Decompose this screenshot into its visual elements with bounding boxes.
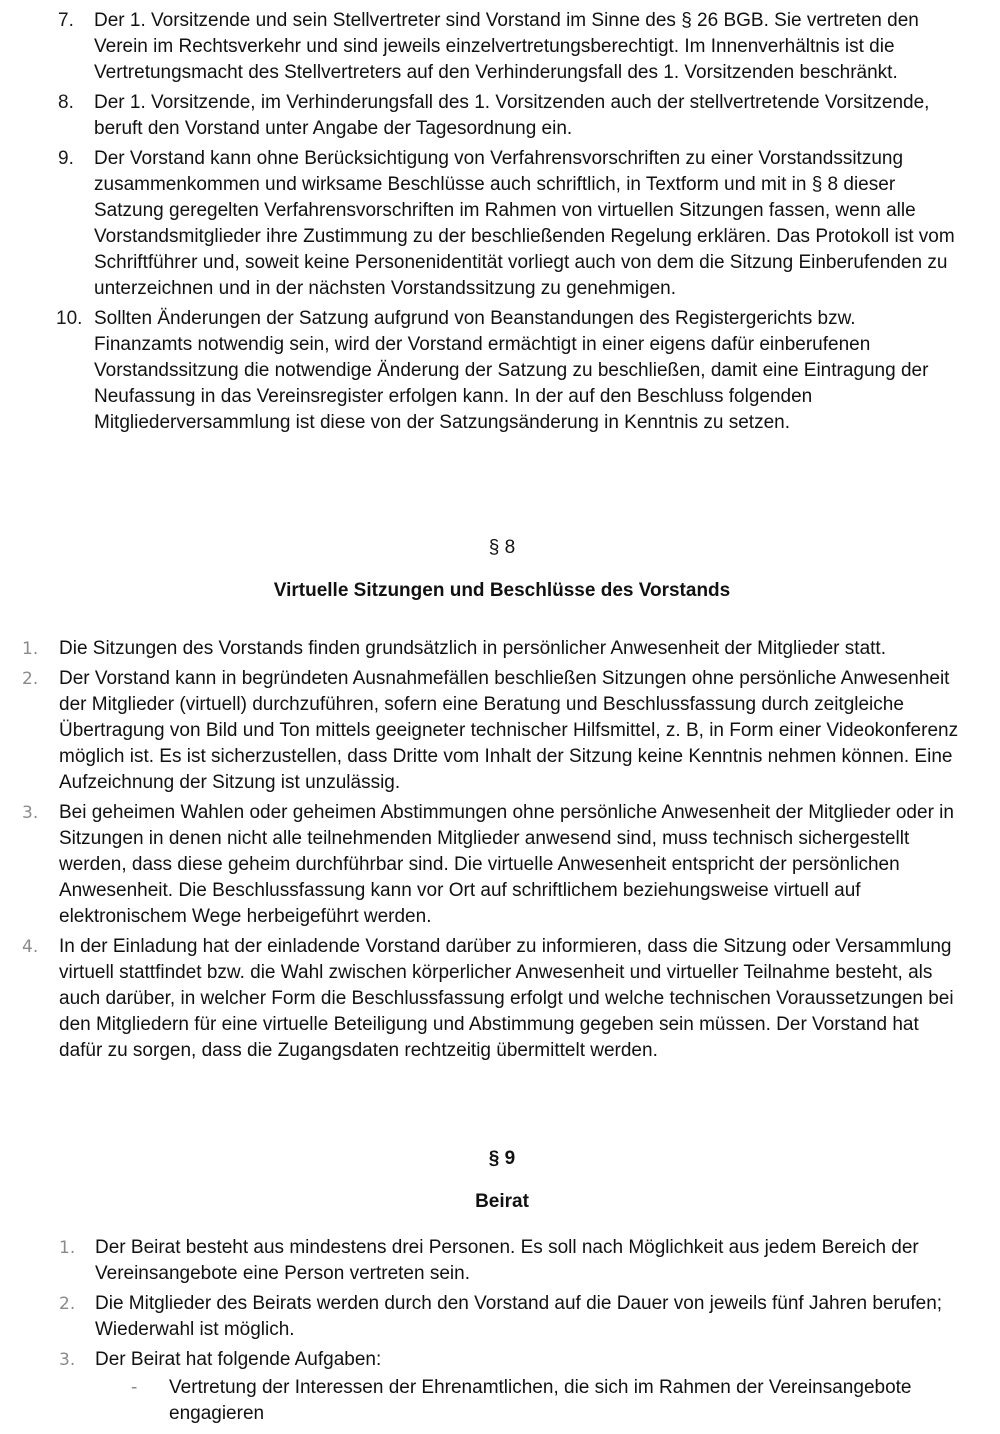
section-9-title: Beirat — [475, 1191, 529, 1212]
section-8-list — [22, 636, 962, 1068]
list-item-number: 10. — [56, 308, 83, 329]
list-item — [59, 1235, 959, 1287]
list-item-number: 2. — [59, 1294, 76, 1314]
list-item-number: 7. — [58, 10, 74, 31]
list-item-number: 3. — [22, 803, 39, 823]
sub-list-item-text: Vertretung der Interessen der Ehrenamtlichen, die sich im Rahmen der Vereinsangebote engagieren — [169, 1377, 912, 1424]
list-item-text: Der Beirat hat folgende Aufgaben: — [95, 1349, 382, 1370]
list-item-text: Bei geheimen Wahlen oder geheimen Abstimmungen ohne persönliche Anwesenheit der Mitglieder oder in Sitzungen in denen nicht alle teilnehmenden Mitglieder anwesend sind, muss technisch sichergestellt werden, dass diese geheim durchführbar sind. Die virtuelle Anwesenheit entspricht der persönlichen Anwesenheit. Die Beschlussfassung kann vor Ort auf schriftlichem beziehungsweise virtuell auf elektronischem Wege herbeigeführt werden. — [59, 802, 954, 927]
list-item-number: 4. — [22, 937, 39, 957]
section-9-list — [59, 1235, 959, 1431]
list-item — [58, 146, 958, 302]
list-item-text: Der 1. Vorsitzende und sein Stellvertreter sind Vorstand im Sinne des § 26 BGB. Sie vertreten den Verein im Rechtsverkehr und sind jeweils einzelvertretungsberechtigt. Im Innenverhältnis ist die Vertretungsmacht des Stellvertreters auf den Verhinderungsfall des 1. Vorsitzenden beschränkt. — [94, 10, 919, 83]
section-8-number: § 8 — [488, 537, 516, 558]
list-item-number: 1. — [22, 639, 39, 659]
list-item-number: 9. — [58, 148, 74, 169]
sub-list — [95, 1375, 959, 1427]
list-item-text: Der Vorstand kann in begründeten Ausnahmefällen beschließen Sitzungen ohne persönliche Anwesenheit der Mitglieder (virtuell) durchzuführen, sofern eine Beratung und Beschlussfassung durch zeitgleiche Übertragung von Bild und Ton mittels geeigneter technischer Hilfsmittel, z. B, in Form einer Videokonferenz möglich ist. Es ist sicherzustellen, dass Dritte vom Inhalt der Sitzung keine Kenntnis nehmen können. Eine Aufzeichnung der Sitzung ist unzulässig. — [59, 668, 959, 793]
list-item — [58, 306, 958, 436]
section-9-number: § 9 — [488, 1148, 516, 1169]
list-item-text: Die Mitglieder des Beirats werden durch den Vorstand auf die Dauer von jeweils fünf Jahren berufen; Wiederwahl ist möglich. — [95, 1293, 943, 1340]
list-item-number: 8. — [58, 92, 74, 113]
list-item-number: 1. — [59, 1238, 76, 1258]
list-item-text: Der Vorstand kann ohne Berücksichtigung von Verfahrensvorschriften zu einer Vorstandssitzung zusammenkommen und wirksame Beschlüsse auch schriftlich, in Textform und mit in § 8 dieser Satzung geregelten Verfahrensvorschriften im Rahmen von virtuellen Sitzungen fassen, wenn alle Vorstandsmitglieder ihre Zustimmung zu der beschließenden Regelung erklären. Das Protokoll ist vom Schriftführer und, soweit keine Personenidentität vorliegt auch von dem die Sitzung Einberufenden zu unterzeichnen und in der nächsten Vorstandssitzung zu genehmigen. — [94, 148, 955, 299]
list-item-number: 2. — [22, 669, 39, 689]
sub-list-item — [95, 1375, 959, 1427]
list-item-text: Die Sitzungen des Vorstands finden grundsätzlich in persönlicher Anwesenheit der Mitglieder statt. — [59, 638, 886, 659]
list-item — [58, 90, 958, 142]
list-item — [58, 8, 958, 86]
list-item — [22, 800, 962, 930]
list-item — [22, 934, 962, 1064]
list-item — [59, 1347, 959, 1427]
list-item-text: Sollten Änderungen der Satzung aufgrund von Beanstandungen des Registergerichts bzw. Finanzamts notwendig sein, wird der Vorstand ermächtigt in einer eigens dafür einberufenen Vorstandssitzung die notwendige Änderung der Satzung zu beschließen, damit eine Eintragung der Neufassung in das Vereinsregister erfolgen kann. In der auf den Beschluss folgenden Mitgliederversammlung ist diese von der Satzungsänderung in Kenntnis zu setzen. — [94, 308, 929, 433]
list-item — [22, 636, 962, 662]
list-item-text: Der Beirat besteht aus mindestens drei Personen. Es soll nach Möglichkeit aus jedem Bereich der Vereinsangebote eine Person vertreten sein. — [95, 1237, 919, 1284]
list-item-text: Der 1. Vorsitzende, im Verhinderungsfall des 1. Vorsitzenden auch der stellvertretende Vorsitzende, beruft den Vorstand unter Angabe der Tagesordnung ein. — [94, 92, 930, 139]
dash-bullet: - — [131, 1377, 138, 1398]
section-8-title: Virtuelle Sitzungen und Beschlüsse des Vorstands — [273, 580, 731, 601]
list-item — [22, 666, 962, 796]
list-item — [59, 1291, 959, 1343]
list-item-text: In der Einladung hat der einladende Vorstand darüber zu informieren, dass die Sitzung oder Versammlung virtuell stattfindet bzw. die Wahl zwischen körperlicher Anwesenheit und virtueller Teilnahme besteht, als auch darüber, in welcher Form die Beschlussfassung erfolgt und welche technischen Voraussetzungen bei den Mitgliedern für eine virtuelle Beteiligung und Abstimmung gegeben sein müssen. Der Vorstand hat dafür zu sorgen, dass die Zugangsdaten rechtzeitig übermittelt werden. — [59, 936, 954, 1061]
list-item-number: 3. — [59, 1350, 76, 1370]
section-7-list — [58, 8, 958, 440]
